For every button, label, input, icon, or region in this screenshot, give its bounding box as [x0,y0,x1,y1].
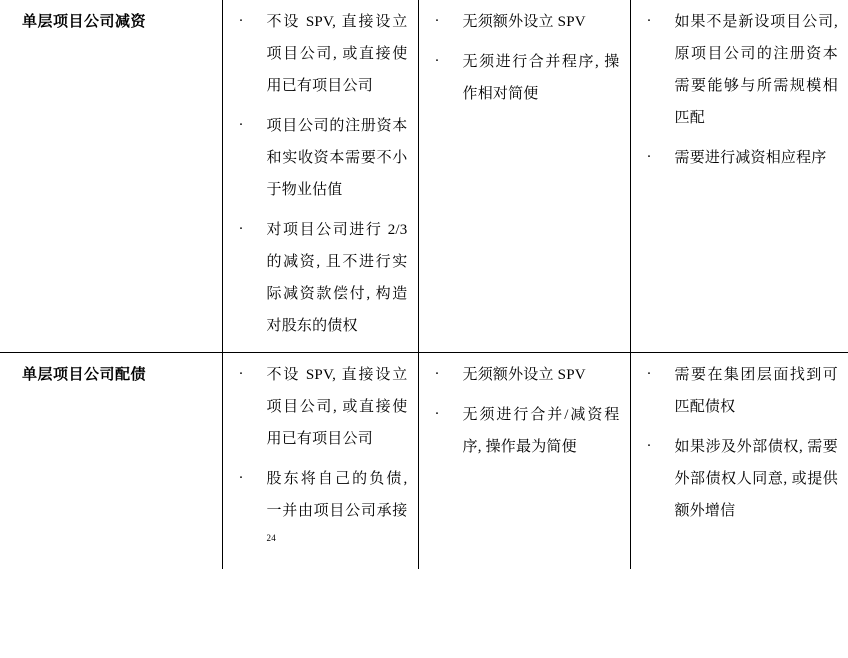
list-item: · 不设 SPV, 直接设立项目公司, 或直接使用已有项目公司 [233,359,408,455]
bullet-list [641,359,839,527]
structure-cell [222,0,418,353]
structure-cell [222,353,418,570]
list-item: · 无须进行合并/减资程序, 操作最为简便 [429,399,620,463]
bullet-list [233,359,408,559]
row-label-cell [0,0,222,353]
list-item: · 不设 SPV, 直接设立项目公司, 或直接使用已有项目公司 [233,6,408,102]
row-label: 单层项目公司减资 [22,14,147,30]
bullet-list [641,6,839,174]
procedure-cell [418,0,630,353]
bullet-list [429,359,620,463]
table-row [0,353,848,570]
list-item: · 无须额外设立 SPV [429,359,620,391]
list-item: · 无须进行合并程序, 操作相对简便 [429,46,620,110]
notes-cell [630,0,848,353]
bullet-list [233,6,408,342]
list-item-text: 股东将自己的负债, 一并由项目公司承接 [266,471,408,519]
notes-cell [630,353,848,570]
list-item [233,463,408,559]
footnote-marker: 24 [266,533,276,543]
list-item: · 需要在集团层面找到可匹配债权 [641,359,839,423]
procedure-cell [418,353,630,570]
bullet-list [429,6,620,110]
list-item: · 对项目公司进行 2/3 的减资, 且不进行实际减资款偿付, 构造对股东的债权 [233,214,408,342]
row-label-cell [0,353,222,570]
list-item: · 如果不是新设项目公司, 原项目公司的注册资本需要能够与所需规模相匹配 [641,6,839,134]
list-item: · 需要进行减资相应程序 [641,142,839,174]
list-item: · 项目公司的注册资本和实收资本需要不小于物业估值 [233,110,408,206]
list-item: · 如果涉及外部债权, 需要外部债权人同意, 或提供额外增信 [641,431,839,527]
row-label: 单层项目公司配债 [22,367,147,383]
list-item: · 无须额外设立 SPV [429,6,620,38]
